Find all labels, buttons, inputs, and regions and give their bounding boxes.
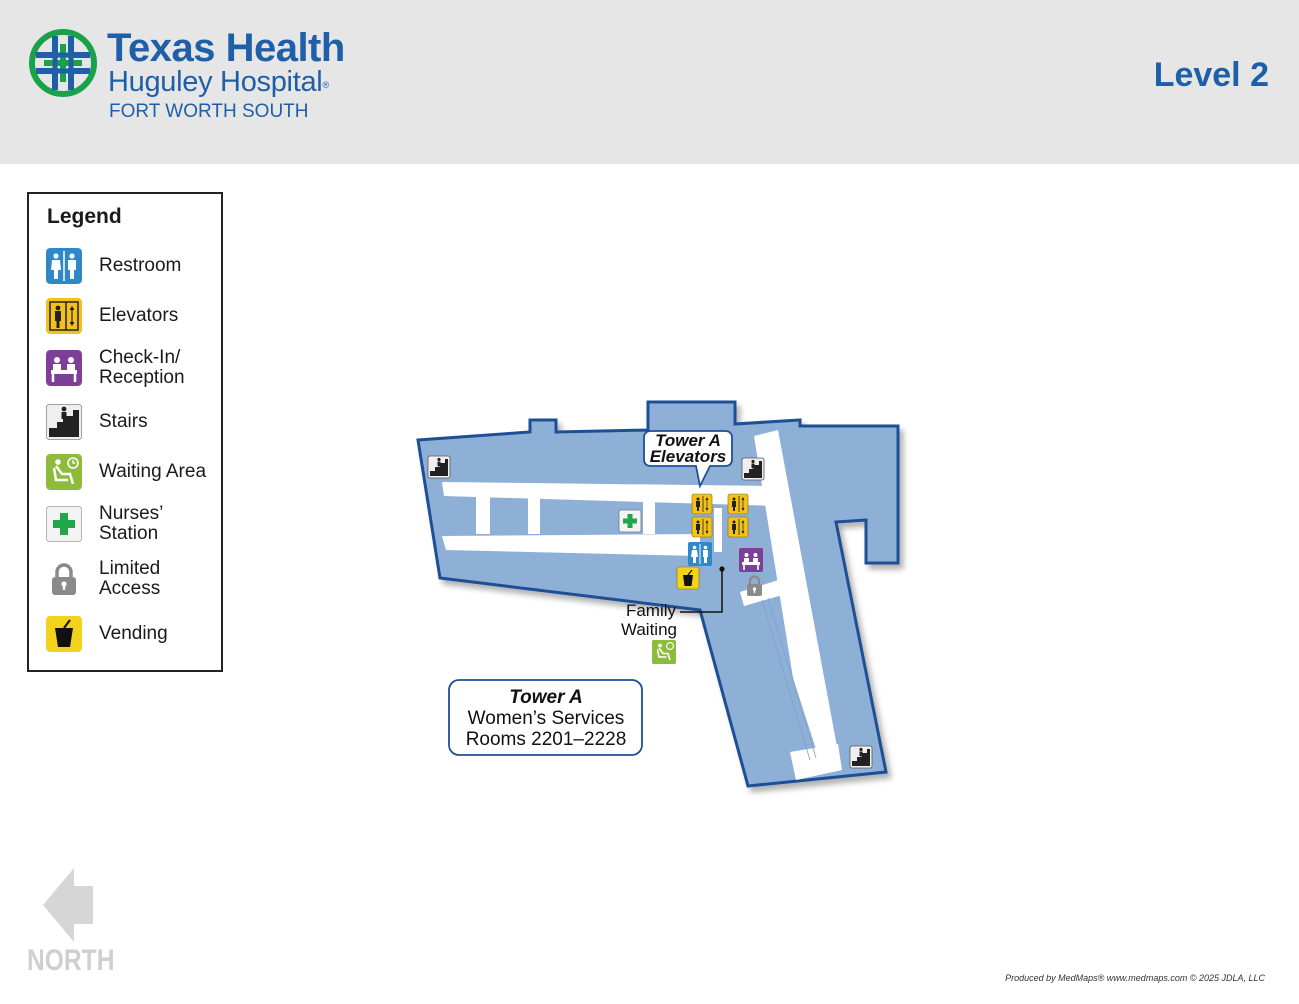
level-title: Level 2	[1153, 56, 1269, 94]
credit-line: Produced by MedMaps® www.medmaps.com © 2025 JDLA, LLC	[1005, 973, 1265, 983]
north-label: NORTH	[27, 944, 115, 977]
elevators-callout-line1: Tower A	[655, 431, 721, 450]
stairs-icon	[742, 458, 764, 480]
waiting-area-icon	[652, 640, 676, 664]
tower-a-callout-service: Women’s Services	[467, 708, 625, 729]
elevator-icon	[728, 494, 748, 514]
family-waiting-label-line2: Waiting	[620, 620, 677, 639]
tower-a-callout	[449, 680, 642, 755]
brand-hospital-text: Huguley Hospital	[108, 66, 323, 98]
brand-location: FORT WORTH SOUTH	[109, 101, 309, 122]
brand-name: Texas Health	[107, 26, 345, 70]
legend-label: Elevators	[99, 305, 179, 326]
legend-label-line2: Station	[99, 523, 159, 544]
elevator-icon	[692, 517, 712, 537]
elevator-icon	[692, 494, 712, 514]
legend-label: Restroom	[99, 255, 182, 276]
check-in-icon	[739, 548, 763, 572]
legend-label: Vending	[99, 623, 168, 644]
legend-label: Waiting Area	[99, 461, 207, 482]
registered-mark: ®	[322, 80, 329, 90]
elevators-callout-line2: Elevators	[649, 447, 727, 466]
legend-label-line2: Reception	[99, 367, 185, 388]
north-arrow-icon	[43, 868, 93, 942]
stairs-icon	[850, 746, 872, 768]
tower-a-callout-rooms: Rooms 2201–2228	[465, 729, 627, 750]
restroom-icon	[688, 542, 712, 566]
family-waiting-label-line1: Family	[625, 601, 676, 620]
stairs-icon	[428, 456, 450, 478]
tower-a-callout-title: Tower A	[509, 687, 583, 708]
legend-label-line2: Access	[99, 578, 161, 599]
nurses-station-icon	[619, 510, 641, 532]
legend-label-line1: Nurses’	[99, 503, 164, 524]
legend-title: Legend	[47, 205, 122, 228]
vending-icon	[677, 567, 699, 589]
legend-label-line1: Check-In/	[99, 347, 181, 368]
legend-label: Stairs	[99, 411, 148, 432]
elevator-icon	[728, 517, 748, 537]
legend-label-line1: Limited	[99, 558, 161, 579]
